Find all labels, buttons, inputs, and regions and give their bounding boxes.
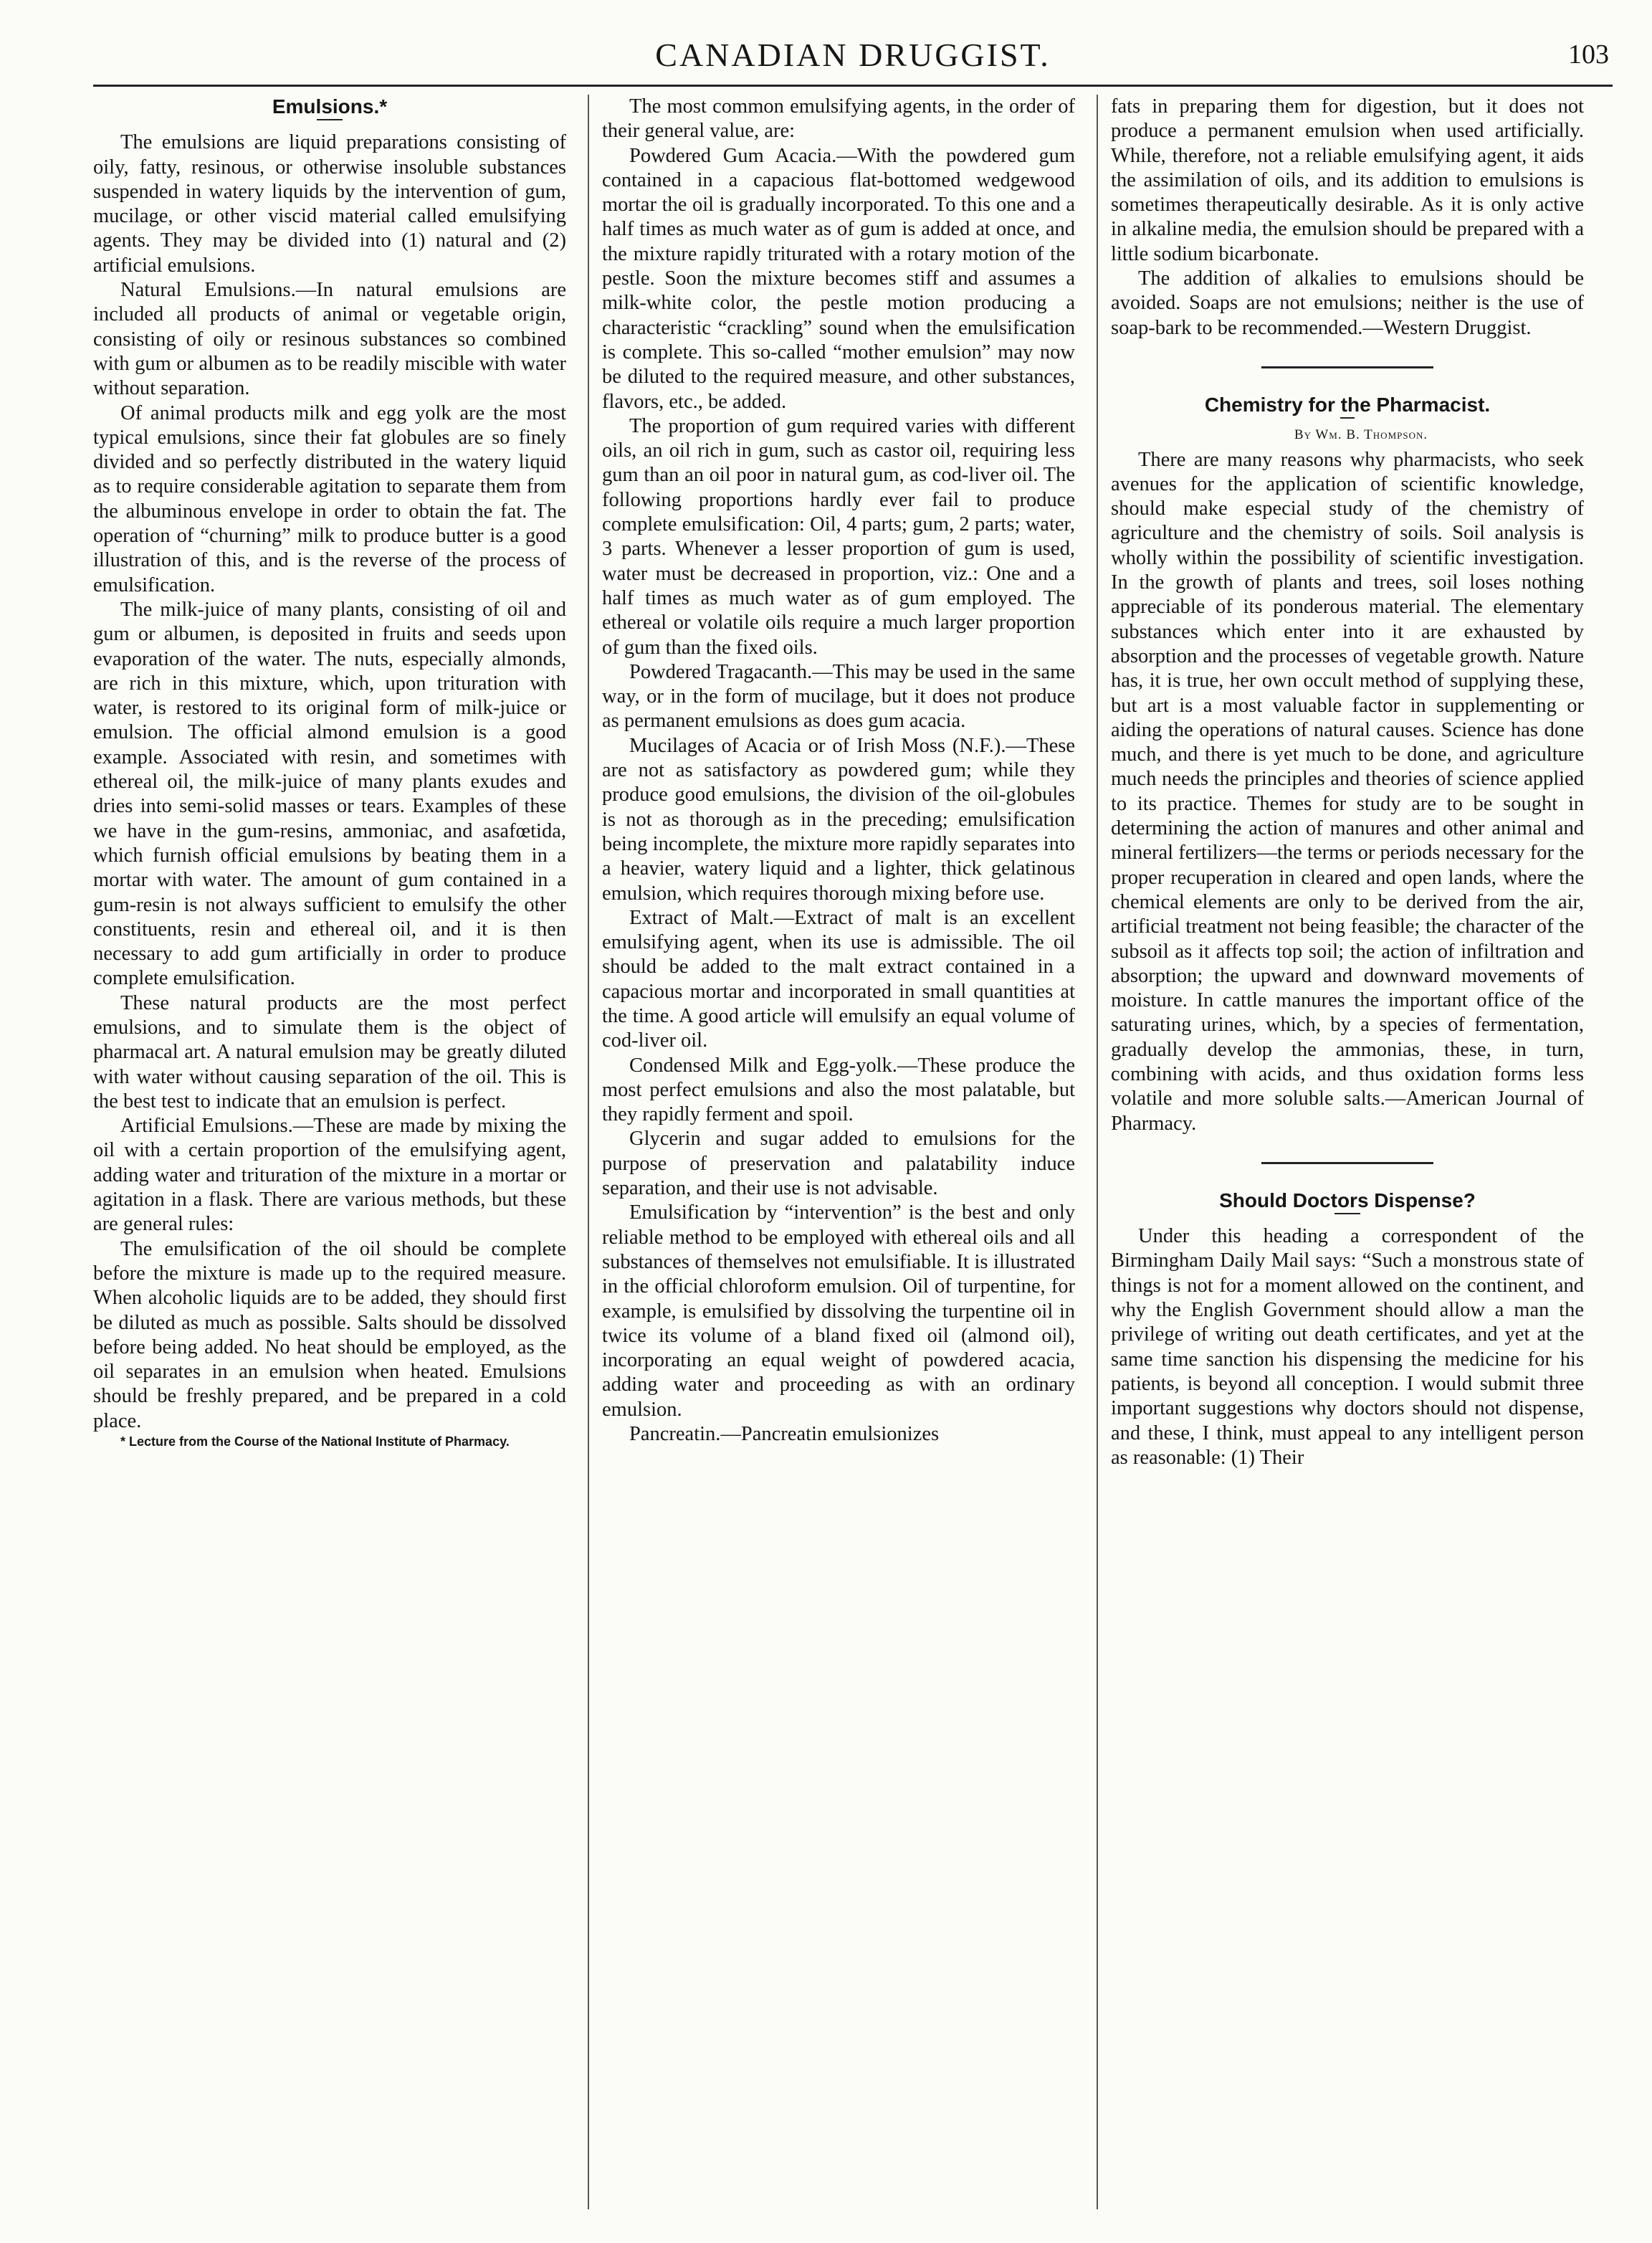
byline: By Wm. B. Thompson. — [1294, 427, 1428, 443]
paragraph: The emulsification of the oil should be complete before the mixture is made up to the required measure. When alcoholic liquids are to be added, they should first be diluted as much as possible. Salts should be dissolved before being added. No heat should be employed, as the oil separates in an emulsion when heated. Emulsions should be freshly prepared, and be prepared in a cold place. — [93, 1237, 566, 1432]
paragraph: Emulsification by “intervention” is the best and only reliable method to be employed with ethereal oils and all substances of themselves not emulsifiable. It is illustrated in the official chloroform emulsion. Oil of turpentine, for example, is emulsified by dissolving the turpentine oil in twice its volume of a bland fixed oil (almond oil), incorporating an equal weight of powdered acacia, adding water and proceeding as with an ordinary emulsion. — [602, 1201, 1075, 1421]
paragraph: fats in preparing them for digestion, but it does not produce a permanent emulsion when used artificially. While, therefore, not a reliable emulsifying agent, it aids the assimilation of oils, and its addition to emulsions is sometimes therapeutically desirable. As it is only active in alkaline media, the emulsion should be prepared with a little sodium bicarbonate. — [1111, 95, 1584, 265]
page-header — [93, 36, 1613, 80]
column-2 — [602, 95, 1075, 2209]
paragraph: Mucilages of Acacia or of Irish Moss (N.F.).—These are not as satisfactory as powdered gum; while they produce good emulsions, the division of the oil-globules is not as thorough as in the preceding; emulsification being incomplete, the mixture more rapidly separates into a heavier, watery liquid and a lighter, thick gelatinous emulsion, which requires thorough mixing before use. — [602, 734, 1075, 905]
paragraph: The emulsions are liquid preparations consisting of oily, fatty, resinous, or otherwise insoluble substances suspended in watery liquids by the intervention of gum, mucilage, or other viscid material called emulsifying agents. They may be divided into (1) natural and (2) artificial emulsions. — [93, 131, 566, 277]
paragraph: The most common emulsifying agents, in the order of their general value, are: — [602, 95, 1075, 143]
paragraph: There are many reasons why pharmacists, who seek avenues for the application of scientific knowledge, should make especial study of the chemistry of agriculture and the chemistry of soils. Soil analysis is wholly within the possibility of scientific investigation. In the growth of plants and trees, soil loses nothing appreciable of its ponderous material. The elementary substances which enter into it are exhausted by absorption and the processes of vegetable growth. Nature has, it is true, her own occult method of supplying these, but art is a most valuable factor in supplementing or aiding the operations of natural causes. Science has done much, and there is yet much to be done, and agriculture much needs the principles and theories of science applied to its practice. Themes for study are to be sought in determining the action of manures and other animal and mineral fertilizers—the terms or periods necessary for the proper recuperation in cleared and open lands, where the chemical elements are only to be derived from the air, artificial treatment not being feasible; the character of the subsoil as it affects top soil; the action of infiltration and absorption; the upward and downward movements of moisture. In cattle manures the important office of the saturating urines, which, by a species of fermentation, gradually develop the ammonias, these, in turn, combining with acids, and thus oxidation forms less volatile and more soluble salts.—American Journal of Pharmacy. — [1111, 448, 1584, 1135]
journal-title: CANADIAN DRUGGIST. — [655, 37, 1051, 73]
heading-dash — [317, 119, 343, 120]
header-rule — [93, 85, 1613, 87]
paragraph: The milk-juice of many plants, consisting of oil and gum or albumen, is deposited in fruits and seeds upon evaporation of the water. The nuts, especially almonds, are rich in this mixture, which, upon trituration with water, is restored to its original form of milk-juice or emulsion. The official almond emulsion is a good example. Associated with resin, and sometimes with ethereal oil, the milk-juice of many plants exudes and dries into semi-solid masses or tears. Examples of these we have in the gum-resins, ammoniac, and asafœtida, which furnish official emulsions by beating them in a mortar with water. The amount of gum contained in a gum-resin is not always sufficient to emulsify the other constituents, resin and ethereal oil, and it is then necessary to add gum artificially in order to produce complete emulsification. — [93, 598, 566, 990]
article-heading-chemistry: Chemistry for the Pharmacist. — [1204, 393, 1491, 416]
paragraph: Pancreatin.—Pancreatin emulsionizes — [629, 1423, 940, 1446]
paragraph: The proportion of gum required varies with different oils, an oil rich in gum, such as castor oil, requiring less gum than an oil poor in natural gum, as cod-liver oil. The following proportions hardly ever fail to produce complete emulsification: Oil, 4 parts; gum, 2 parts; water, 3 parts. Whenever a lesser proportion of gum is used, water must be decreased in proportion, viz.: One and a half times as much water as of gum employed. The ethereal or volatile oils require a much larger proportion of gum than the fixed oils. — [602, 414, 1075, 659]
heading-dash — [1340, 417, 1355, 419]
paragraph: Natural Emulsions.—In natural emulsions are included all products of animal or vegetable origin, consisting of oily or resinous substances so combined with gum or albumen as to be readily miscible with water without separation. — [93, 279, 566, 400]
section-rule — [1261, 366, 1433, 368]
article-heading-doctors: Should Doctors Dispense? — [1219, 1189, 1476, 1211]
page-number: 103 — [1568, 39, 1609, 70]
column-separator — [1097, 95, 1098, 2209]
column-separator — [588, 95, 589, 2209]
article-heading-emulsions: Emulsions.* — [272, 95, 388, 118]
heading-dash — [1335, 1213, 1360, 1214]
section-rule — [1261, 1162, 1433, 1164]
paragraph: These natural products are the most perfect emulsions, and to simulate them is the object of pharmacal art. A natural emulsion may be greatly diluted with water without causing separation of the oil. This is the best test to indicate that an emulsion is perfect. — [93, 991, 566, 1113]
paragraph: Extract of Malt.—Extract of malt is an excellent emulsifying agent, when its use is admissible. The oil should be added to the malt extract contained in a capacious mortar and incorporated in small quantities at the time. A good article will emulsify an equal volume of cod-liver oil. — [602, 906, 1075, 1052]
paragraph: Powdered Tragacanth.—This may be used in the same way, or in the form of mucilage, but it does not produce as permanent emulsions as does gum acacia. — [602, 660, 1075, 733]
column-1 — [93, 95, 566, 2209]
paragraph: The addition of alkalies to emulsions should be avoided. Soaps are not emulsions; neither is the use of soap-bark to be recommended.—Western Druggist. — [1111, 267, 1584, 339]
footnote: * Lecture from the Course of the National Institute of Pharmacy. — [120, 1434, 510, 1449]
paragraph: Condensed Milk and Egg-yolk.—These produce the most perfect emulsions and also the most palatable, but they rapidly ferment and spoil. — [602, 1054, 1075, 1126]
column-3 — [1111, 95, 1584, 2209]
paragraph: Glycerin and sugar added to emulsions for the purpose of preservation and palatability induce separation, and their use is not advisable. — [602, 1128, 1075, 1200]
paragraph: Artificial Emulsions.—These are made by mixing the oil with a certain proportion of the emulsifying agent, adding water and trituration of the mixture in a mortar or agitation in a flask. There are various methods, but these are general rules: — [93, 1115, 566, 1236]
paragraph: Of animal products milk and egg yolk are the most typical emulsions, since their fat globules are so finely divided and so perfectly distributed in the watery liquid as to require considerable agitation to separate them from the albuminous envelope in order to obtain the fat. The operation of “churning” milk to produce butter is a good illustration of this, and is the reverse of the process of emulsification. — [93, 401, 566, 596]
paragraph: Under this heading a correspondent of the Birmingham Daily Mail says: “Such a monstrous state of things is not for a moment allowed on the continent, and why the English Government should allow a man the privilege of writing out death certificates, and yet at the same time sanction his dispensing the medicine for his patients, is beyond all conception. I would submit three important suggestions why doctors should not dispense, and these, I think, must appeal to any intelligent person as reasonable: (1) Their — [1111, 1225, 1584, 1469]
paragraph: Powdered Gum Acacia.—With the powdered gum contained in a capacious flat-bottomed wedgewood mortar the oil is gradually incorporated. To this one and a half times as much water as of gum is added at once, and the mixture rapidly triturated with a rotary motion of the pestle. Soon the mixture becomes stiff and assumes a milk-white color, the pestle motion producing a characteristic “crackling” sound when the emulsification is complete. This so-called “mother emulsion” may now be diluted to the required measure, and other substances, flavors, etc., be added. — [602, 144, 1075, 413]
